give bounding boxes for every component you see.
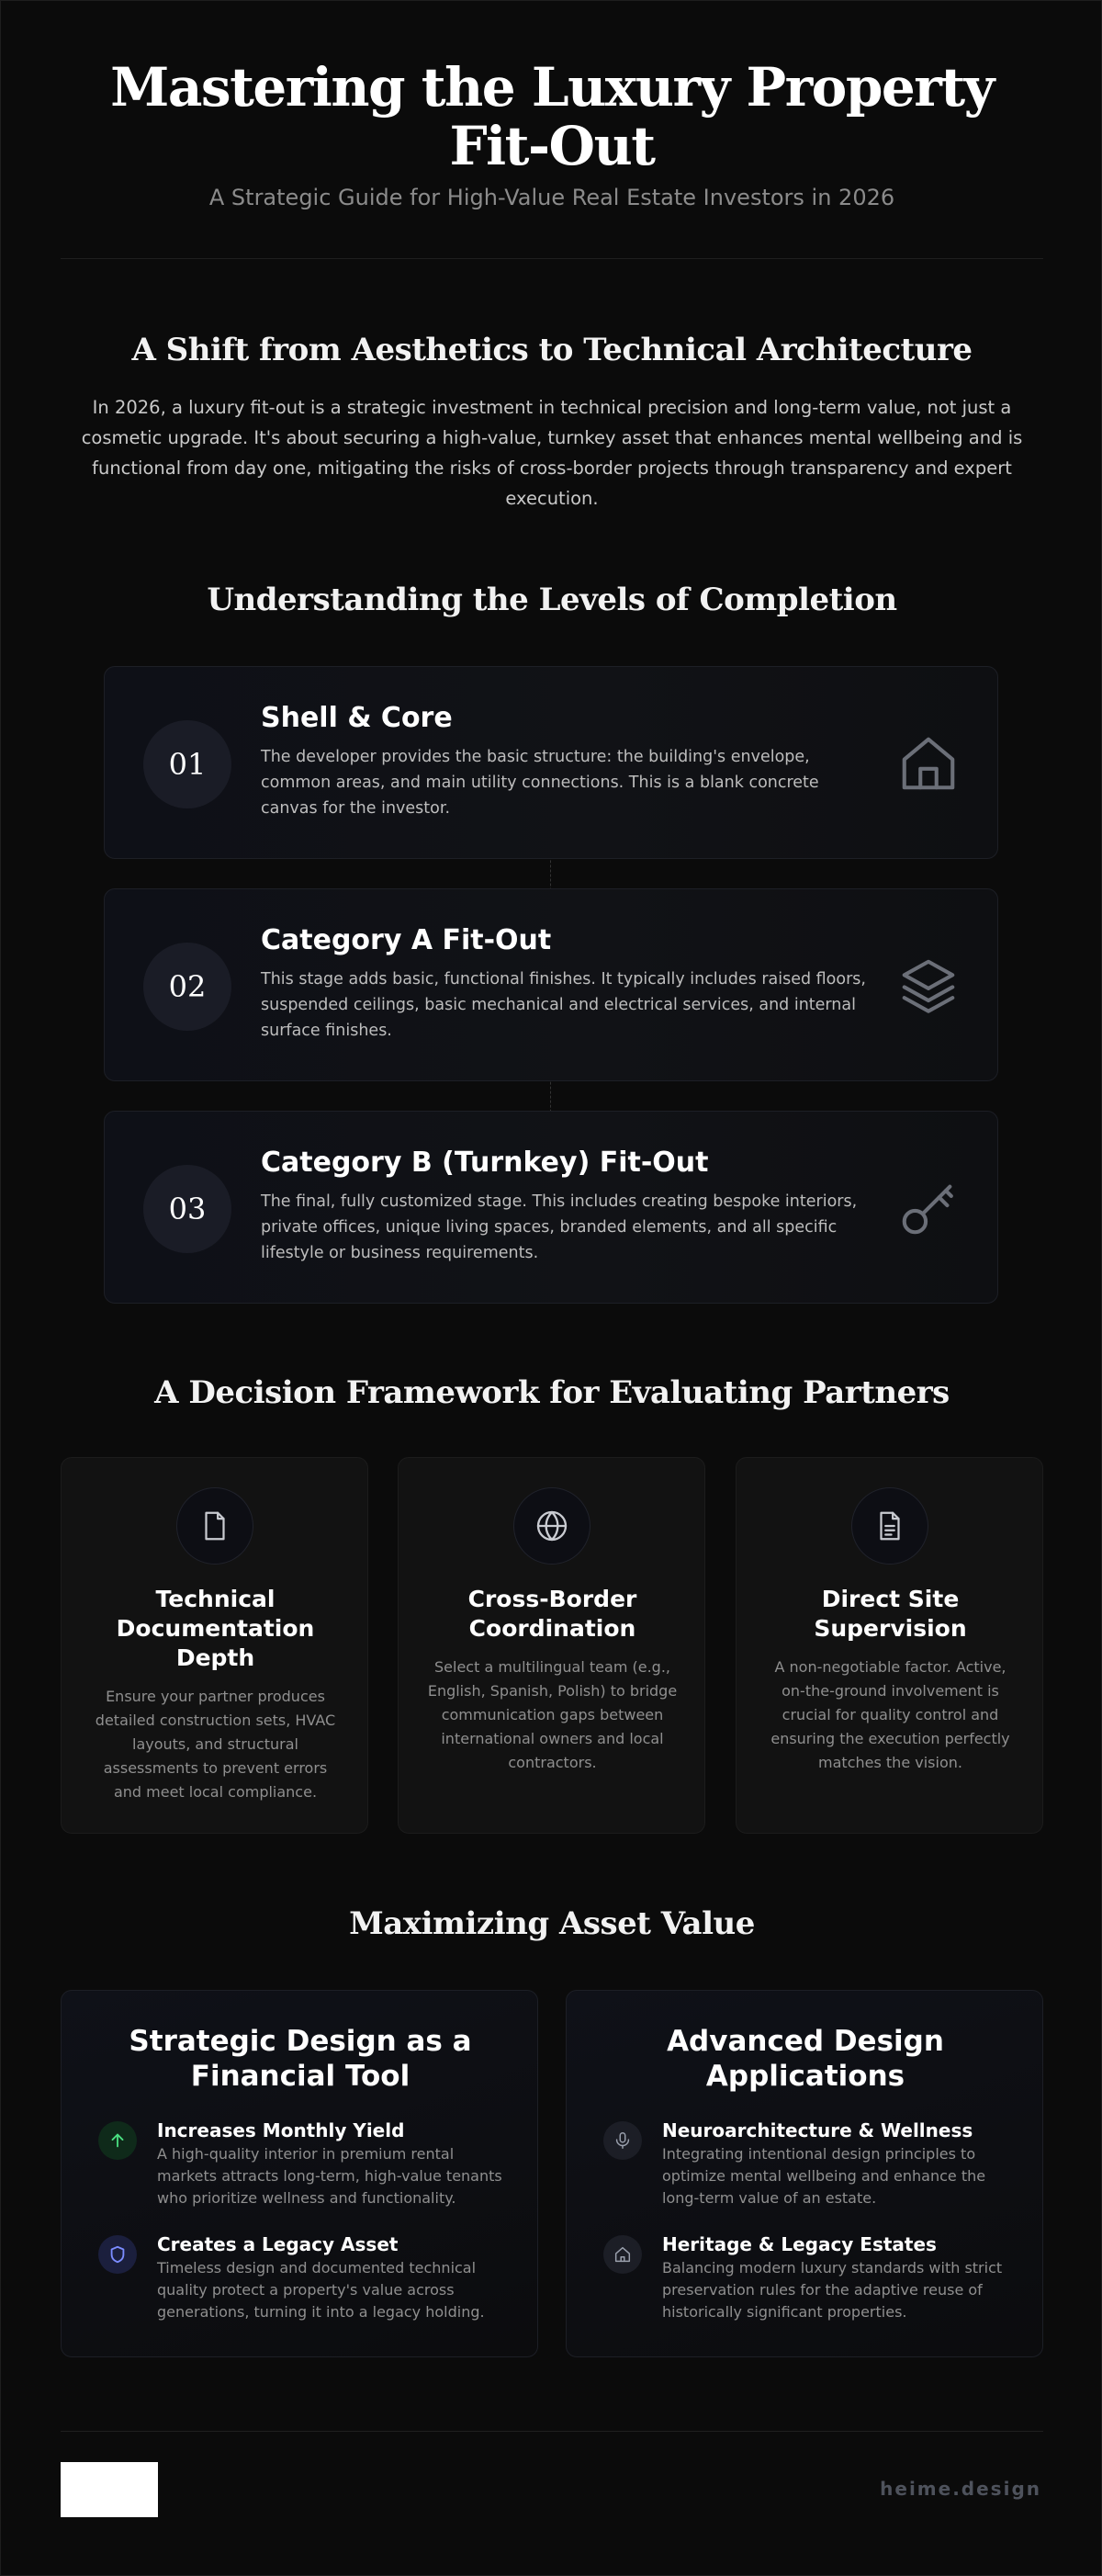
asset-item-description: Integrating intentional design principles to optimize mental wellbeing and enhance the long-term value of an estate. — [662, 2145, 986, 2207]
asset-item-description: A high-quality interior in premium rental markets attracts long-term, high-value tenants who prioritize wellness and functionality. — [157, 2145, 502, 2207]
level-number: 02 — [143, 943, 231, 1031]
level-number: 03 — [143, 1165, 231, 1253]
framework-card-description: A non-negotiable factor. Active, on-the-ground involvement is crucial for quality control and ensuring the execution perfectly matches the vision. — [770, 1658, 1010, 1771]
header-divider — [61, 258, 1043, 259]
footer-brand: heime.design — [880, 2478, 1041, 2500]
level-title: Category B (Turnkey) Fit-Out — [261, 1147, 709, 1179]
framework-card-description: Select a multilingual team (e.g., English, Spanish, Polish) to bridge communication gaps between international owners and local contractors. — [427, 1658, 678, 1771]
page-title: Mastering the Luxury Property Fit-Out — [110, 56, 994, 177]
file-icon-wrap — [176, 1487, 253, 1565]
arrow-up-icon — [98, 2121, 137, 2160]
levels-heading: Understanding the Levels of Completion — [207, 582, 897, 618]
globe-icon-wrap — [513, 1487, 590, 1565]
level-description: The final, fully customized stage. This includes creating bespoke interiors, private offices, unique living spaces, branded elements, and all specific lifestyle or business requirements. — [261, 1192, 858, 1262]
home-icon — [603, 2235, 642, 2274]
globe-icon — [534, 1508, 570, 1544]
framework-heading: A Decision Framework for Evaluating Partners — [154, 1374, 950, 1411]
footer-logo — [61, 2462, 158, 2517]
framework-card-title: Direct Site Supervision — [814, 1586, 967, 1642]
asset-item-title: Increases Monthly Yield — [157, 2119, 405, 2141]
level-card-category-b — [104, 1111, 998, 1304]
level-description: This stage adds basic, functional finishes. It typically includes raised floors, suspended ceilings, basic mechanical and electrical services, and internal surface finishes. — [261, 970, 866, 1040]
asset-card-title: Strategic Design as a Financial Tool — [129, 2025, 472, 2093]
layers-icon — [896, 954, 961, 1018]
level-title: Shell & Core — [261, 702, 453, 734]
framework-card-supervision — [736, 1457, 1043, 1834]
asset-item-title: Neuroarchitecture & Wellness — [662, 2119, 973, 2141]
level-card-category-a — [104, 888, 998, 1081]
framework-card-title: Cross-Border Coordination — [467, 1586, 637, 1642]
level-description: The developer provides the basic structure: the building's envelope, common areas, and main utility connections. This is a blank concrete canvas for the investor. — [261, 748, 819, 818]
asset-card-advanced-design — [566, 1990, 1043, 2357]
intro-heading: A Shift from Aesthetics to Technical Architecture — [131, 332, 973, 368]
level-card-shell-core — [104, 666, 998, 859]
key-icon — [896, 1176, 961, 1240]
asset-card-title: Advanced Design Applications — [667, 2025, 944, 2093]
footer-divider — [61, 2431, 1043, 2432]
asset-value-heading: Maximizing Asset Value — [349, 1905, 755, 1942]
framework-card-title: Technical Documentation Depth — [116, 1586, 315, 1671]
framework-card-coordination — [398, 1457, 705, 1834]
page-subtitle: A Strategic Guide for High-Value Real Estate Investors in 2026 — [208, 185, 895, 210]
file-icon — [197, 1508, 232, 1543]
shield-icon — [98, 2235, 137, 2274]
framework-card-description: Ensure your partner produces detailed construction sets, HVAC layouts, and structural assessments to prevent errors and meet local compliance. — [95, 1688, 336, 1801]
asset-item-title: Creates a Legacy Asset — [157, 2233, 399, 2255]
asset-item-description: Timeless design and documented technical quality protect a property's value across generations, turning it into a legacy holding. — [157, 2259, 485, 2321]
level-number: 01 — [143, 720, 231, 808]
house-icon — [896, 731, 961, 796]
document-text-icon — [872, 1508, 907, 1543]
asset-item-title: Heritage & Legacy Estates — [662, 2233, 937, 2255]
level-title: Category A Fit-Out — [261, 924, 552, 956]
intro-text: In 2026, a luxury fit-out is a strategic investment in technical precision and long-term value, not just a cosmetic upgrade. It's about securing a high-value, turnkey asset that enhances mental wellbeing and is functional from day one, mitigating the risks of cross-border projects through transparency and expert execution. — [81, 397, 1023, 509]
framework-card-documentation — [61, 1457, 368, 1834]
document-text-icon-wrap — [851, 1487, 928, 1565]
asset-item-description: Balancing modern luxury standards with strict preservation rules for the adaptive reuse of historically significant properties. — [662, 2259, 1003, 2321]
microphone-icon — [603, 2121, 642, 2160]
asset-card-financial-tool — [61, 1990, 538, 2357]
